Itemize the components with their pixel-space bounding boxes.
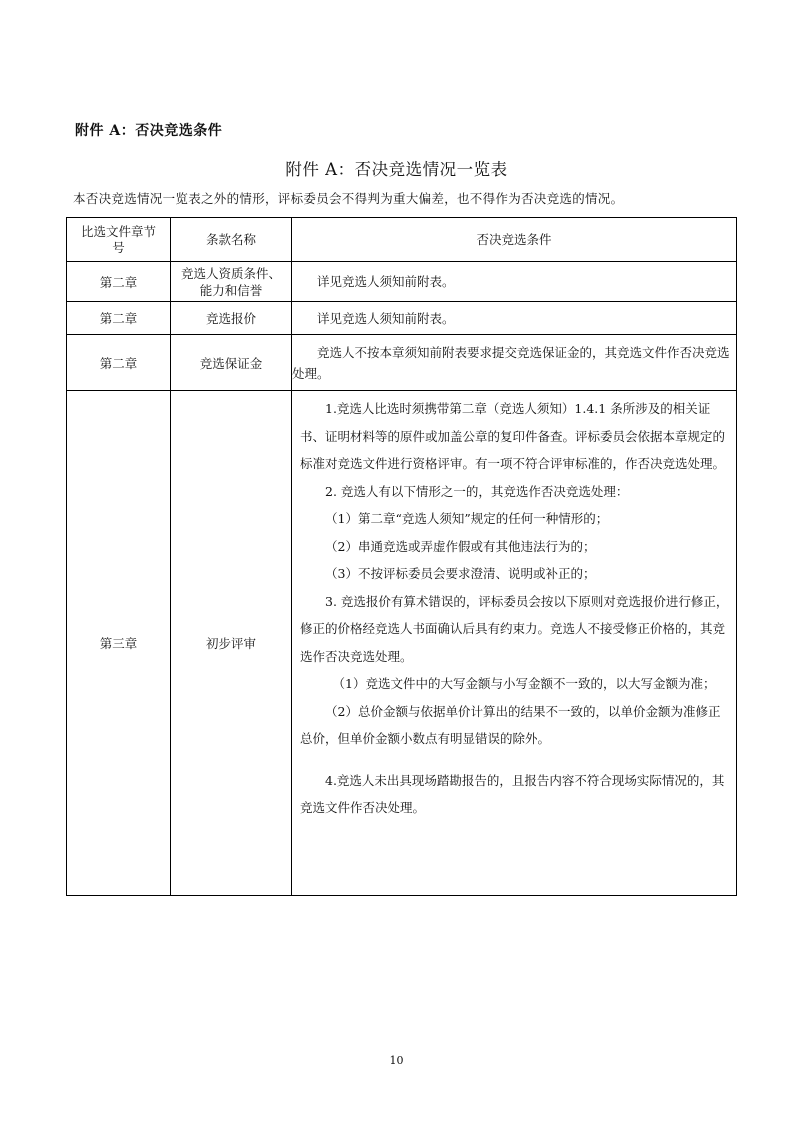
rejection-conditions-table	[66, 217, 737, 896]
table-row	[67, 302, 737, 335]
chapter-cell: 第二章	[67, 302, 171, 335]
clause-name-cell: 竞选报价	[171, 302, 292, 335]
condition-paragraph: 3. 竞选报价有算术错误的，评标委员会按以下原则对竞选报价进行修正，修正的价格经竞选人书面确认后具有约束力。竞选人不接受修正价格的，其竞选作否决竞选处理。	[300, 593, 729, 664]
chapter-cell: 第二章	[67, 262, 171, 302]
table-row	[67, 391, 737, 896]
chapter-cell: 第三章	[67, 391, 171, 896]
table-row	[67, 262, 737, 302]
table-row	[67, 335, 737, 391]
clause-name-cell: 竞选人资质条件、能力和信誉	[171, 262, 292, 302]
clause-name-cell: 初步评审	[171, 391, 292, 896]
header-clause-name: 条款名称	[171, 218, 292, 262]
intro-paragraph: 本否决竞选情况一览表之外的情形，评标委员会不得判为重大偏差，也不得作为否决竞选的情况。	[73, 191, 624, 206]
condition-paragraph: 4.竞选人未出具现场踏勘报告的，且报告内容不符合现场实际情况的，其竞选文件作否决处理。	[300, 772, 725, 815]
condition-paragraph: （1）竞选文件中的大写金额与小写金额不一致的，以大写金额为准；	[332, 676, 716, 691]
condition-paragraph: 1.竞选人比选时须携带第二章（竞选人须知）1.4.1 条所涉及的相关证书、证明材料等的原件或加盖公章的复印件备查。评标委员会依据本章规定的标准对竞选文件进行资格评审。有一项不符合评审标准的，作否决竞选处理。	[300, 401, 726, 471]
table-header-row	[67, 218, 737, 262]
header-chapter: 比选文件章节号	[67, 218, 171, 262]
condition-paragraph: （2）串通竞选或弄虚作假或有其他违法行为的；	[325, 538, 596, 554]
chapter-cell: 第二章	[67, 335, 171, 391]
condition-cell: 详见竞选人须知前附表。	[292, 302, 737, 335]
page-number: 10	[389, 1054, 404, 1067]
condition-cell: 详见竞选人须知前附表。	[292, 262, 737, 302]
condition-paragraph: （3）不按评标委员会要求澄清、说明或补正的；	[325, 566, 596, 581]
condition-paragraph: 竞选人不按本章须知前附表要求提交竞选保证金的，其竞选文件作否决竞选处理。	[292, 344, 730, 381]
document-title: 附件 A：否决竞选情况一览表	[285, 160, 508, 179]
clause-name-cell: 竞选保证金	[171, 335, 292, 391]
condition-paragraph: （2）总价金额与依据单价计算出的结果不一致的，以单价金额为准修正总价，但单价金额小数点有明显错误的除外。	[300, 703, 721, 746]
condition-paragraph: （1）第二章“竞选人须知”规定的任何一种情形的；	[325, 511, 609, 526]
condition-cell	[292, 391, 737, 896]
condition-cell	[292, 335, 737, 391]
header-condition: 否决竞选条件	[292, 218, 737, 262]
condition-paragraph: 2. 竞选人有以下情形之一的，其竞选作否决竞选处理：	[325, 483, 629, 499]
section-heading: 附件 A：否决竞选条件	[75, 123, 223, 139]
